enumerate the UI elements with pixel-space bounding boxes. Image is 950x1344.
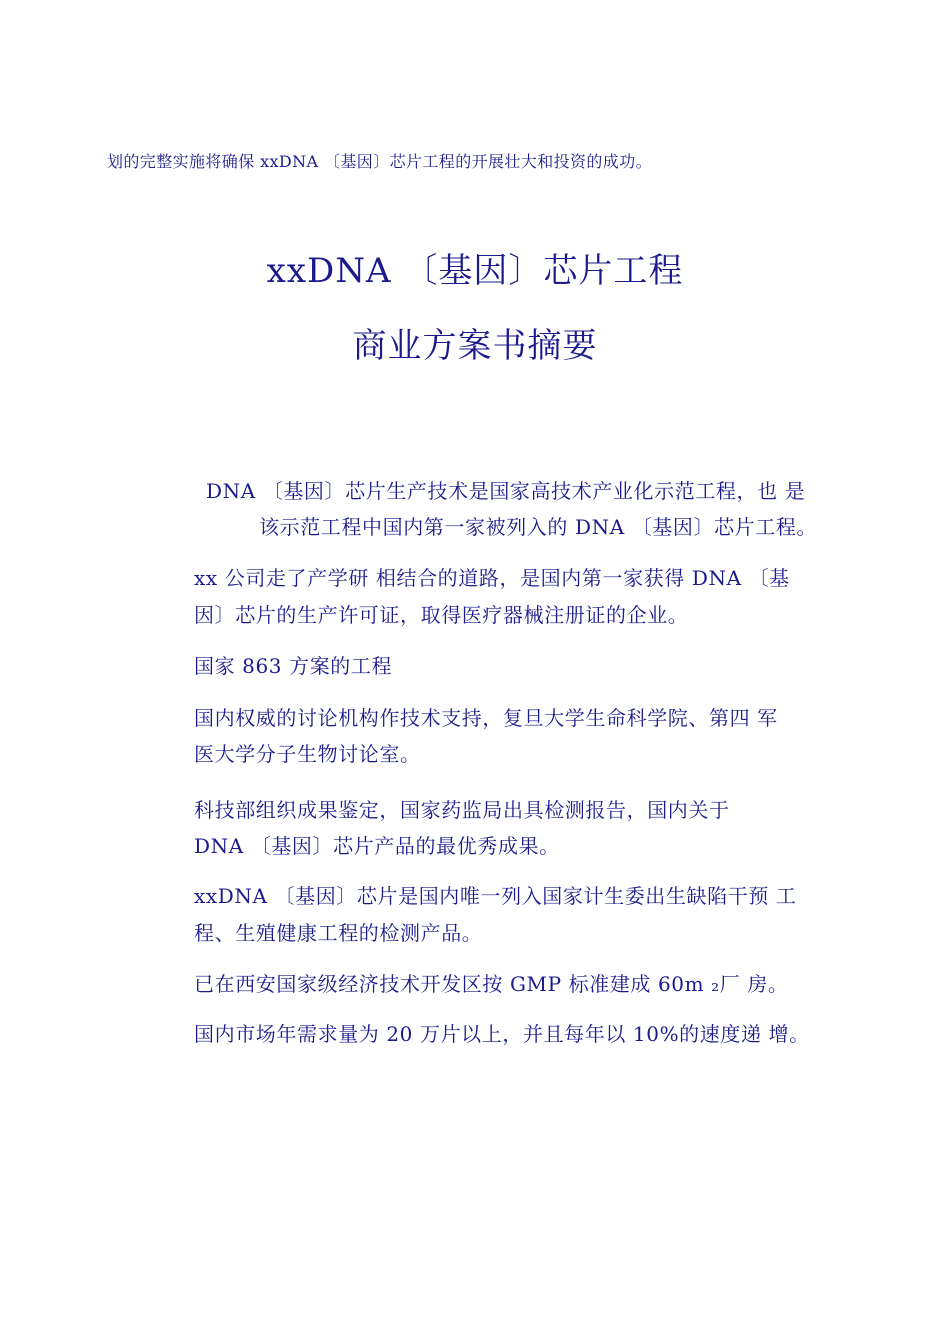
- point-1-line-2: 该示范工程中国内第一家被列入的 DNA 〔基因〕芯片工程。: [259, 515, 818, 539]
- point-4-line-1: 国内权威的讨论机构作技术支持，复旦大学生命科学院、第四 军: [194, 706, 778, 730]
- point-4-line-2: 医大学分子生物讨论室。: [194, 742, 421, 766]
- point-5-line-2: DNA 〔基因〕芯片产品的最优秀成果。: [194, 834, 560, 858]
- point-7-line-1: 已在西安国家级经济技术开发区按 GMP 标准建成 60m ₂厂 房。: [194, 972, 789, 996]
- document-title: xxDNA 〔基因〕芯片工程: [266, 251, 684, 291]
- document-subtitle: 商业方案书摘要: [352, 326, 598, 366]
- point-3-line-1: 国家 863 方案的工程: [194, 654, 393, 678]
- point-5-line-1: 科技部组织成果鉴定，国家药监局出具检测报告，国内关于: [194, 798, 730, 822]
- intro-line: 划的完整实施将确保 xxDNA 〔基因〕芯片工程的开展壮大和投资的成功。: [107, 152, 653, 171]
- point-8-line-1: 国内市场年需求量为 20 万片以上，并且每年以 10%的速度递 增。: [194, 1022, 810, 1046]
- point-2-line-2: 因〕芯片的生产许可证，取得医疗器械注册证的企业。: [194, 603, 689, 627]
- point-1-line-1: DNA 〔基因〕芯片生产技术是国家高技术产业化示范工程，也 是: [206, 479, 806, 503]
- point-6-line-1: xxDNA 〔基因〕芯片是国内唯一列入国家计生委出生缺陷干预 工: [194, 884, 797, 908]
- point-2-line-1: xx 公司走了产学研 相结合的道路，是国内第一家获得 DNA 〔基: [194, 566, 790, 590]
- point-6-line-2: 程、生殖健康工程的检测产品。: [194, 921, 483, 945]
